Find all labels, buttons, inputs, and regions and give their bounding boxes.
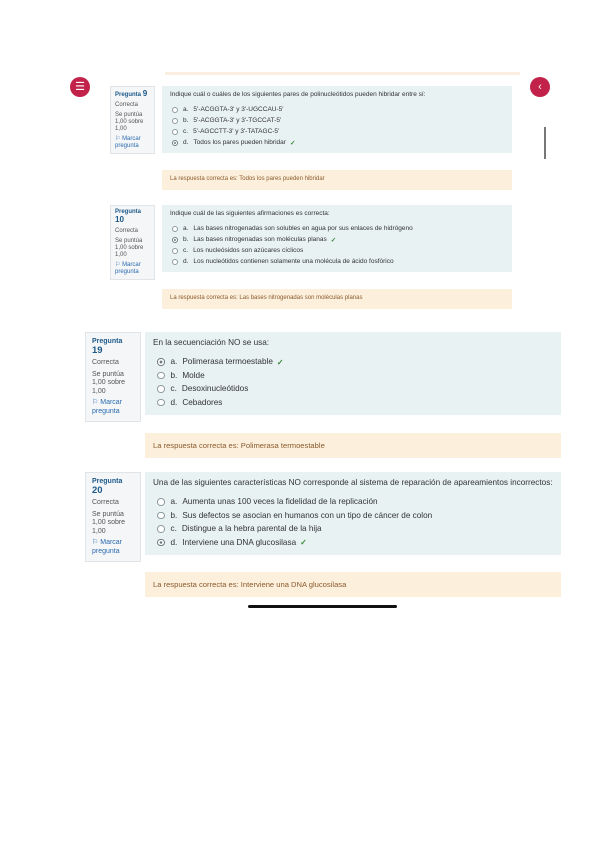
question-label: Pregunta [92, 478, 123, 485]
collapse-drawer-button[interactable] [530, 77, 550, 97]
radio-button[interactable] [157, 512, 165, 520]
radio-button[interactable] [172, 107, 178, 113]
scrollbar[interactable] [544, 127, 546, 159]
screenshot-bottom [75, 320, 572, 610]
radio-button-selected[interactable] [157, 358, 165, 366]
radio-button[interactable] [172, 118, 178, 124]
radio-button[interactable] [172, 259, 178, 265]
flag-icon: ⚐ [115, 262, 121, 268]
answer-option[interactable]: c. Los nucleósidos son azúcares cíclicos [170, 245, 504, 256]
question-box-9 [162, 86, 512, 153]
question-box-19 [145, 332, 561, 415]
answer-option-selected[interactable]: b. Las bases nitrogenadas son moléculas planas ✓ [170, 234, 504, 245]
answer-option-selected[interactable]: d. Todos los pares pueden hibridar ✓ [170, 137, 504, 148]
answer-option[interactable]: b. 5'-ACGGTA-3' y 3'-TGCCAT-5' [170, 115, 504, 126]
question-number: 10 [115, 215, 125, 224]
previous-feedback-edge [165, 72, 520, 75]
flag-question-link[interactable]: ⚐ Marcar pregunta [92, 539, 123, 555]
question-info-20 [85, 472, 141, 562]
answer-option-selected[interactable]: d. Interviene una DNA glucosilasa ✓ [153, 536, 553, 550]
question-info-10 [110, 205, 155, 280]
question-number: 19 [92, 344, 103, 356]
question-number: 9 [142, 89, 148, 98]
question-label: Pregunta [115, 92, 142, 98]
check-icon: ✓ [289, 139, 296, 147]
check-icon: ✓ [276, 357, 284, 367]
question-number: 20 [92, 484, 103, 496]
answer-option[interactable]: c. Distingue a la hebra parental de la hija [153, 522, 553, 536]
chevron-left-icon: ‹ [538, 81, 542, 93]
question-points: Se puntúa 1,00 sobre 1,00 [115, 238, 144, 258]
feedback-box-19: La respuesta correcta es: Polimerasa termoestable [145, 433, 561, 458]
radio-button[interactable] [157, 385, 165, 393]
check-icon: ✓ [300, 538, 307, 548]
flag-question-link[interactable]: ⚐ Marcar pregunta [92, 399, 123, 415]
question-status: Correcta [115, 228, 139, 234]
question-text: En la secuenciación NO se usa: [153, 338, 270, 347]
radio-button[interactable] [172, 248, 178, 254]
flag-icon: ⚐ [92, 399, 99, 406]
radio-button-selected[interactable] [172, 237, 178, 243]
question-box-10 [162, 205, 512, 272]
flag-icon: ⚐ [115, 136, 121, 142]
radio-button[interactable] [157, 498, 165, 506]
radio-button[interactable] [172, 226, 178, 232]
home-indicator[interactable] [248, 605, 397, 608]
flag-icon: ⚐ [92, 539, 99, 546]
radio-button[interactable] [157, 525, 165, 533]
question-points: Se puntúa 1,00 sobre 1,00 [115, 112, 144, 132]
feedback-box-10: La respuesta correcta es: Las bases nitrogenadas son moléculas planas [162, 289, 512, 309]
question-info-19 [85, 332, 141, 422]
question-status: Correcta [92, 359, 119, 366]
answer-option-selected[interactable]: a. Polimerasa termoestable ✓ [153, 355, 553, 369]
question-text: Indique cuál o cuáles de los siguientes pares de polinucleótidos pueden hibridar entre sí: [170, 91, 426, 98]
answer-option[interactable]: a. Las bases nitrogenadas son solubles en agua por sus enlaces de hidrógeno [170, 223, 504, 234]
question-text: Una de las siguientes características NO corresponde al sistema de reparación de apareamientos incorrectos: [153, 478, 553, 487]
question-info-9 [110, 86, 155, 154]
radio-button[interactable] [172, 129, 178, 135]
question-label: Pregunta [115, 209, 142, 215]
radio-button-selected[interactable] [172, 140, 178, 146]
answer-option[interactable]: c. Desoxinucleótidos [153, 382, 553, 396]
answer-option[interactable]: d. Cebadores [153, 396, 553, 410]
flag-question-link[interactable]: ⚐ Marcar pregunta [115, 262, 141, 275]
question-label: Pregunta [92, 338, 123, 345]
feedback-box-9: La respuesta correcta es: Todos los pares pueden hibridar [162, 170, 512, 190]
quiz-navigation-button[interactable] [70, 77, 90, 97]
list-icon: ☰ [75, 81, 85, 93]
answer-option[interactable]: b. Sus defectos se asocian en humanos con un tipo de cáncer de colon [153, 509, 553, 523]
answer-option[interactable]: d. Los nucleótidos contienen solamente una molécula de ácido fosfórico [170, 256, 504, 267]
answer-option[interactable]: c. 5'-AGCCTT-3' y 3'-TATAGC-5' [170, 126, 504, 137]
answer-option[interactable]: a. Aumenta unas 100 veces la fidelidad de la replicación [153, 495, 553, 509]
answer-option[interactable]: b. Molde [153, 369, 553, 383]
question-status: Correcta [92, 499, 119, 506]
question-points: Se puntúa 1,00 sobre 1,00 [92, 370, 126, 395]
feedback-box-20: La respuesta correcta es: Interviene una DNA glucosilasa [145, 572, 561, 597]
flag-question-link[interactable]: ⚐ Marcar pregunta [115, 136, 141, 149]
question-status: Correcta [115, 102, 139, 108]
question-box-20 [145, 472, 561, 555]
screenshot-top [70, 72, 550, 317]
radio-button[interactable] [157, 372, 165, 380]
question-text: Indique cuál de las siguientes afirmaciones es correcta: [170, 210, 330, 217]
radio-button-selected[interactable] [157, 539, 165, 547]
check-icon: ✓ [330, 236, 337, 244]
answer-option[interactable]: a. 5'-ACGGTA-3' y 3'-UGCCAU-5' [170, 104, 504, 115]
question-points: Se puntúa 1,00 sobre 1,00 [92, 510, 126, 535]
radio-button[interactable] [157, 399, 165, 407]
